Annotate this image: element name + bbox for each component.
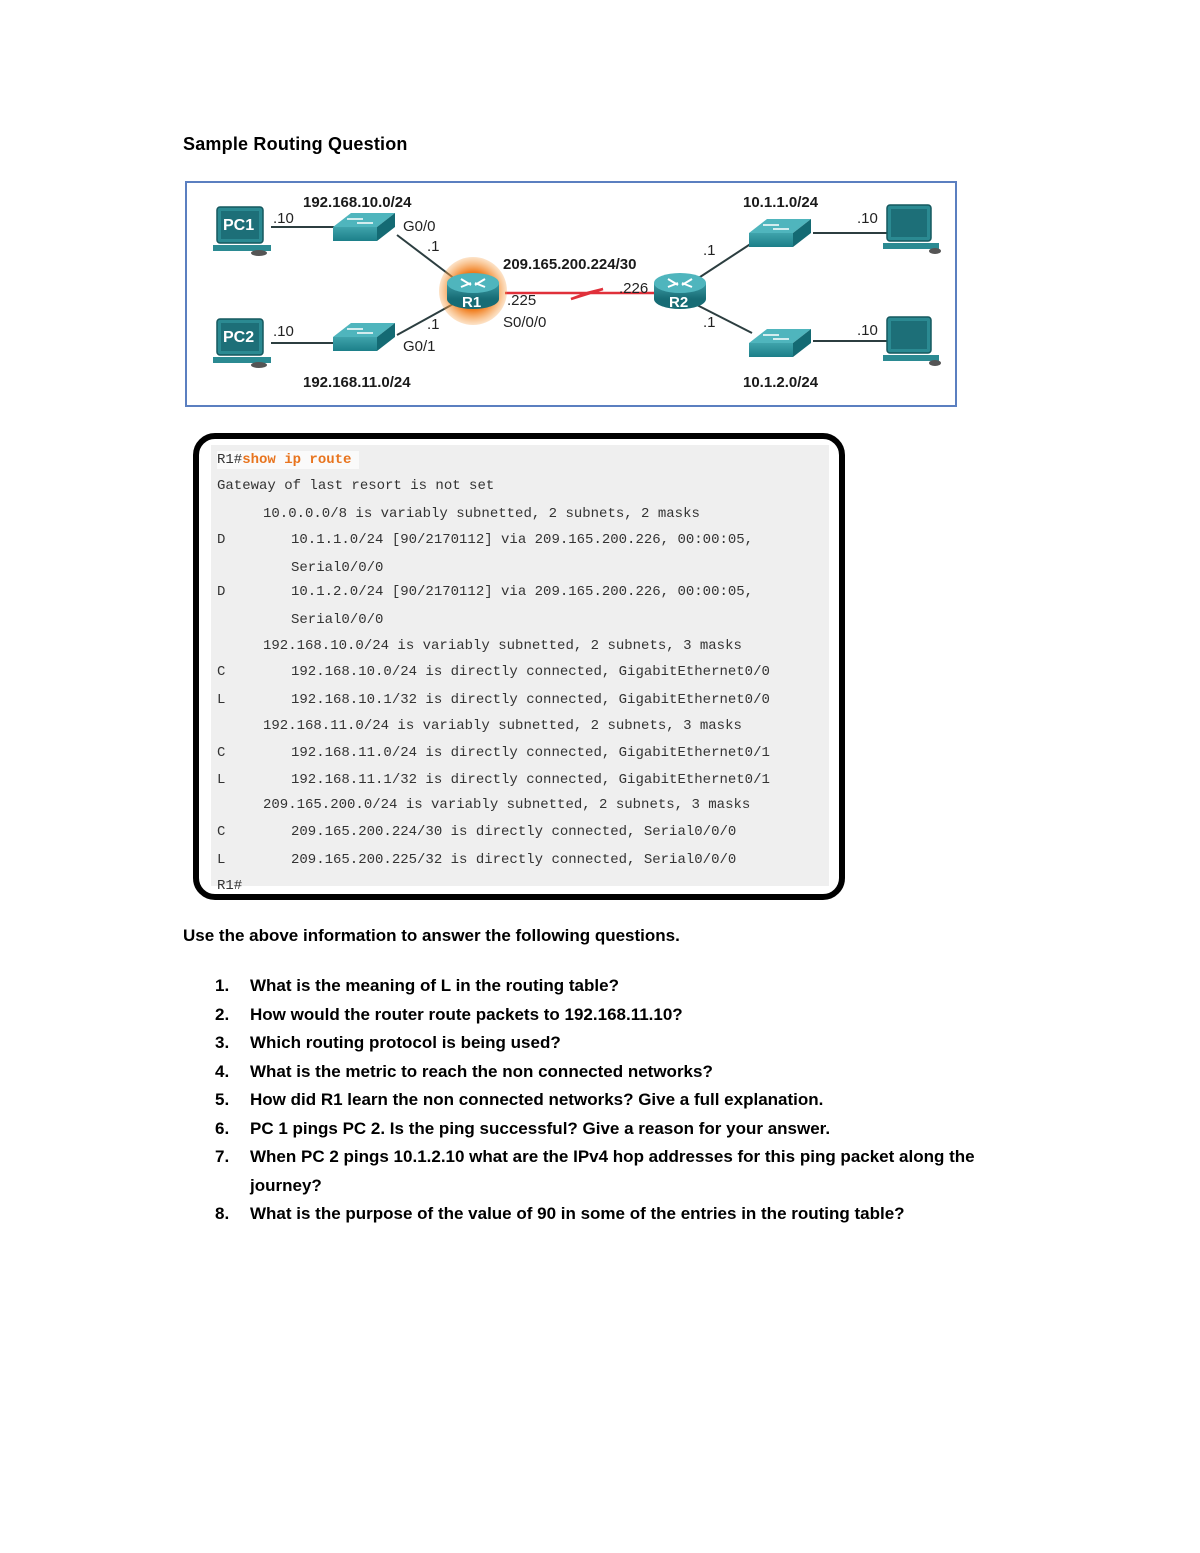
pc4-host-ip: .10	[857, 322, 878, 339]
route-text: 209.165.200.0/24 is variably subnetted, 2 subnets, 3 masks	[263, 797, 751, 813]
r1-g00-label: G0/0	[403, 218, 436, 235]
route-entry	[217, 691, 770, 709]
r1-s000-label: S0/0/0	[503, 314, 547, 331]
lan3-network: 10.1.1.0/24	[743, 194, 819, 211]
question-number: 8.	[215, 1204, 230, 1223]
question-number: 2.	[215, 1004, 230, 1024]
route-text: 192.168.11.0/24 is variably subnetted, 2 subnets, 3 masks	[263, 718, 742, 734]
route-text: Serial0/0/0	[291, 612, 384, 628]
question-item	[215, 1086, 1005, 1115]
route-code: D	[217, 532, 226, 548]
route-text: 192.168.10.1/32 is directly connected, GigabitEthernet0/0	[291, 692, 770, 708]
pc1-label: PC1	[223, 217, 255, 234]
route-text: 192.168.10.0/24 is directly connected, GigabitEthernet0/0	[291, 664, 770, 680]
router-r2-label: R2	[669, 294, 689, 311]
question-text: When PC 2 pings 10.1.2.10 what are the IPv4 hop addresses for this ping packet along the journey?	[250, 1147, 975, 1195]
question-item	[215, 1115, 1005, 1144]
route-entry	[217, 505, 700, 523]
r2-g0-ip: .1	[703, 242, 716, 259]
route-text: 10.0.0.0/8 is variably subnetted, 2 subnets, 2 masks	[263, 506, 700, 522]
instructions-text: Use the above information to answer the following questions.	[183, 926, 680, 945]
route-entry	[217, 717, 742, 735]
route-entry	[217, 796, 750, 814]
question-text: PC 1 pings PC 2. Is the ping successful? Give a reason for your answer.	[250, 1118, 831, 1138]
question-item	[215, 972, 1005, 1001]
wan-network: 209.165.200.224/30	[503, 256, 637, 273]
question-item	[215, 1058, 1005, 1087]
lan4-network: 10.1.2.0/24	[743, 374, 819, 391]
question-number: 1.	[215, 976, 230, 995]
pc3-icon	[883, 205, 941, 254]
router-r1-label: R1	[462, 294, 482, 311]
r1-g01-ip: .1	[427, 316, 440, 333]
pc3-host-ip: .10	[857, 210, 878, 227]
switch-4-icon	[749, 329, 811, 357]
question-text: Which routing protocol is being used?	[250, 1033, 561, 1052]
route-entry	[217, 611, 383, 629]
pc1-host-ip: .10	[273, 210, 294, 227]
question-number: 6.	[215, 1118, 230, 1138]
lan2-network: 192.168.11.0/24	[303, 374, 411, 391]
route-text: 10.1.1.0/24 [90/2170112] via 209.165.200.226, 00:00:05,	[291, 532, 754, 548]
switch-2-icon	[333, 323, 395, 351]
router-r1-icon	[439, 257, 507, 325]
prompt: R1#	[217, 452, 243, 468]
route-code: L	[217, 852, 226, 868]
lan1-network: 192.168.10.0/24	[303, 194, 412, 211]
route-entry	[217, 851, 736, 869]
route-text: 192.168.11.0/24 is directly connected, GigabitEthernet0/1	[291, 745, 770, 761]
question-text: How would the router route packets to 192.168.11.10?	[250, 1004, 683, 1024]
switch-1-icon	[333, 213, 395, 241]
r2-g1-ip: .1	[703, 314, 716, 331]
network-topology-diagram	[185, 181, 957, 407]
r1-g01-label: G0/1	[403, 338, 436, 355]
route-entry	[217, 637, 742, 655]
switch-3-icon	[749, 219, 811, 247]
route-entry	[217, 559, 383, 577]
end-prompt: R1#	[217, 878, 243, 894]
question-number: 7.	[215, 1147, 230, 1166]
route-text: 209.165.200.225/32 is directly connected, Serial0/0/0	[291, 852, 737, 868]
question-list	[215, 972, 1005, 1229]
r1-g00-ip: .1	[427, 238, 440, 255]
question-number: 5.	[215, 1090, 230, 1109]
route-code: C	[217, 824, 226, 840]
command: show ip route	[242, 452, 352, 468]
route-code: L	[217, 772, 226, 788]
route-text: Gateway of last resort is not set	[217, 478, 495, 494]
pc2-label: PC2	[223, 329, 255, 346]
question-item	[215, 1029, 1005, 1058]
question-number: 4.	[215, 1061, 230, 1081]
question-item	[215, 1200, 1005, 1229]
route-text: 192.168.10.0/24 is variably subnetted, 2 subnets, 3 masks	[263, 638, 742, 654]
question-text: How did R1 learn the non connected networks? Give a full explanation.	[250, 1090, 824, 1109]
route-code: C	[217, 745, 226, 761]
route-code: C	[217, 664, 226, 680]
routing-table-terminal	[193, 433, 845, 900]
route-entry	[217, 531, 753, 549]
r2-serial-ip: .226	[619, 280, 649, 297]
route-text: 209.165.200.224/30 is directly connected, Serial0/0/0	[291, 824, 737, 840]
route-text: 10.1.2.0/24 [90/2170112] via 209.165.200.226, 00:00:05,	[291, 584, 754, 600]
route-entry	[217, 771, 770, 789]
route-code: L	[217, 692, 226, 708]
route-code: D	[217, 584, 226, 600]
terminal-output	[211, 445, 829, 894]
route-text: Serial0/0/0	[291, 560, 384, 576]
pc4-icon	[883, 317, 941, 366]
question-number: 3.	[215, 1033, 230, 1052]
question-item	[215, 1143, 1005, 1200]
question-text: What is the purpose of the value of 90 in some of the entries in the routing table?	[250, 1204, 905, 1223]
command-line	[217, 451, 359, 469]
pc2-host-ip: .10	[273, 323, 294, 340]
route-entry	[217, 477, 494, 495]
route-text: 192.168.11.1/32 is directly connected, GigabitEthernet0/1	[291, 772, 770, 788]
route-entry	[217, 823, 736, 841]
document-title: Sample Routing Question	[183, 134, 408, 154]
route-entry	[217, 744, 770, 762]
route-entry	[217, 583, 753, 601]
question-text: What is the meaning of L in the routing table?	[250, 976, 619, 995]
route-entry	[217, 663, 770, 681]
question-item	[215, 1001, 1005, 1030]
r1-s000-ip: .225	[507, 292, 537, 309]
question-text: What is the metric to reach the non connected networks?	[250, 1061, 713, 1081]
